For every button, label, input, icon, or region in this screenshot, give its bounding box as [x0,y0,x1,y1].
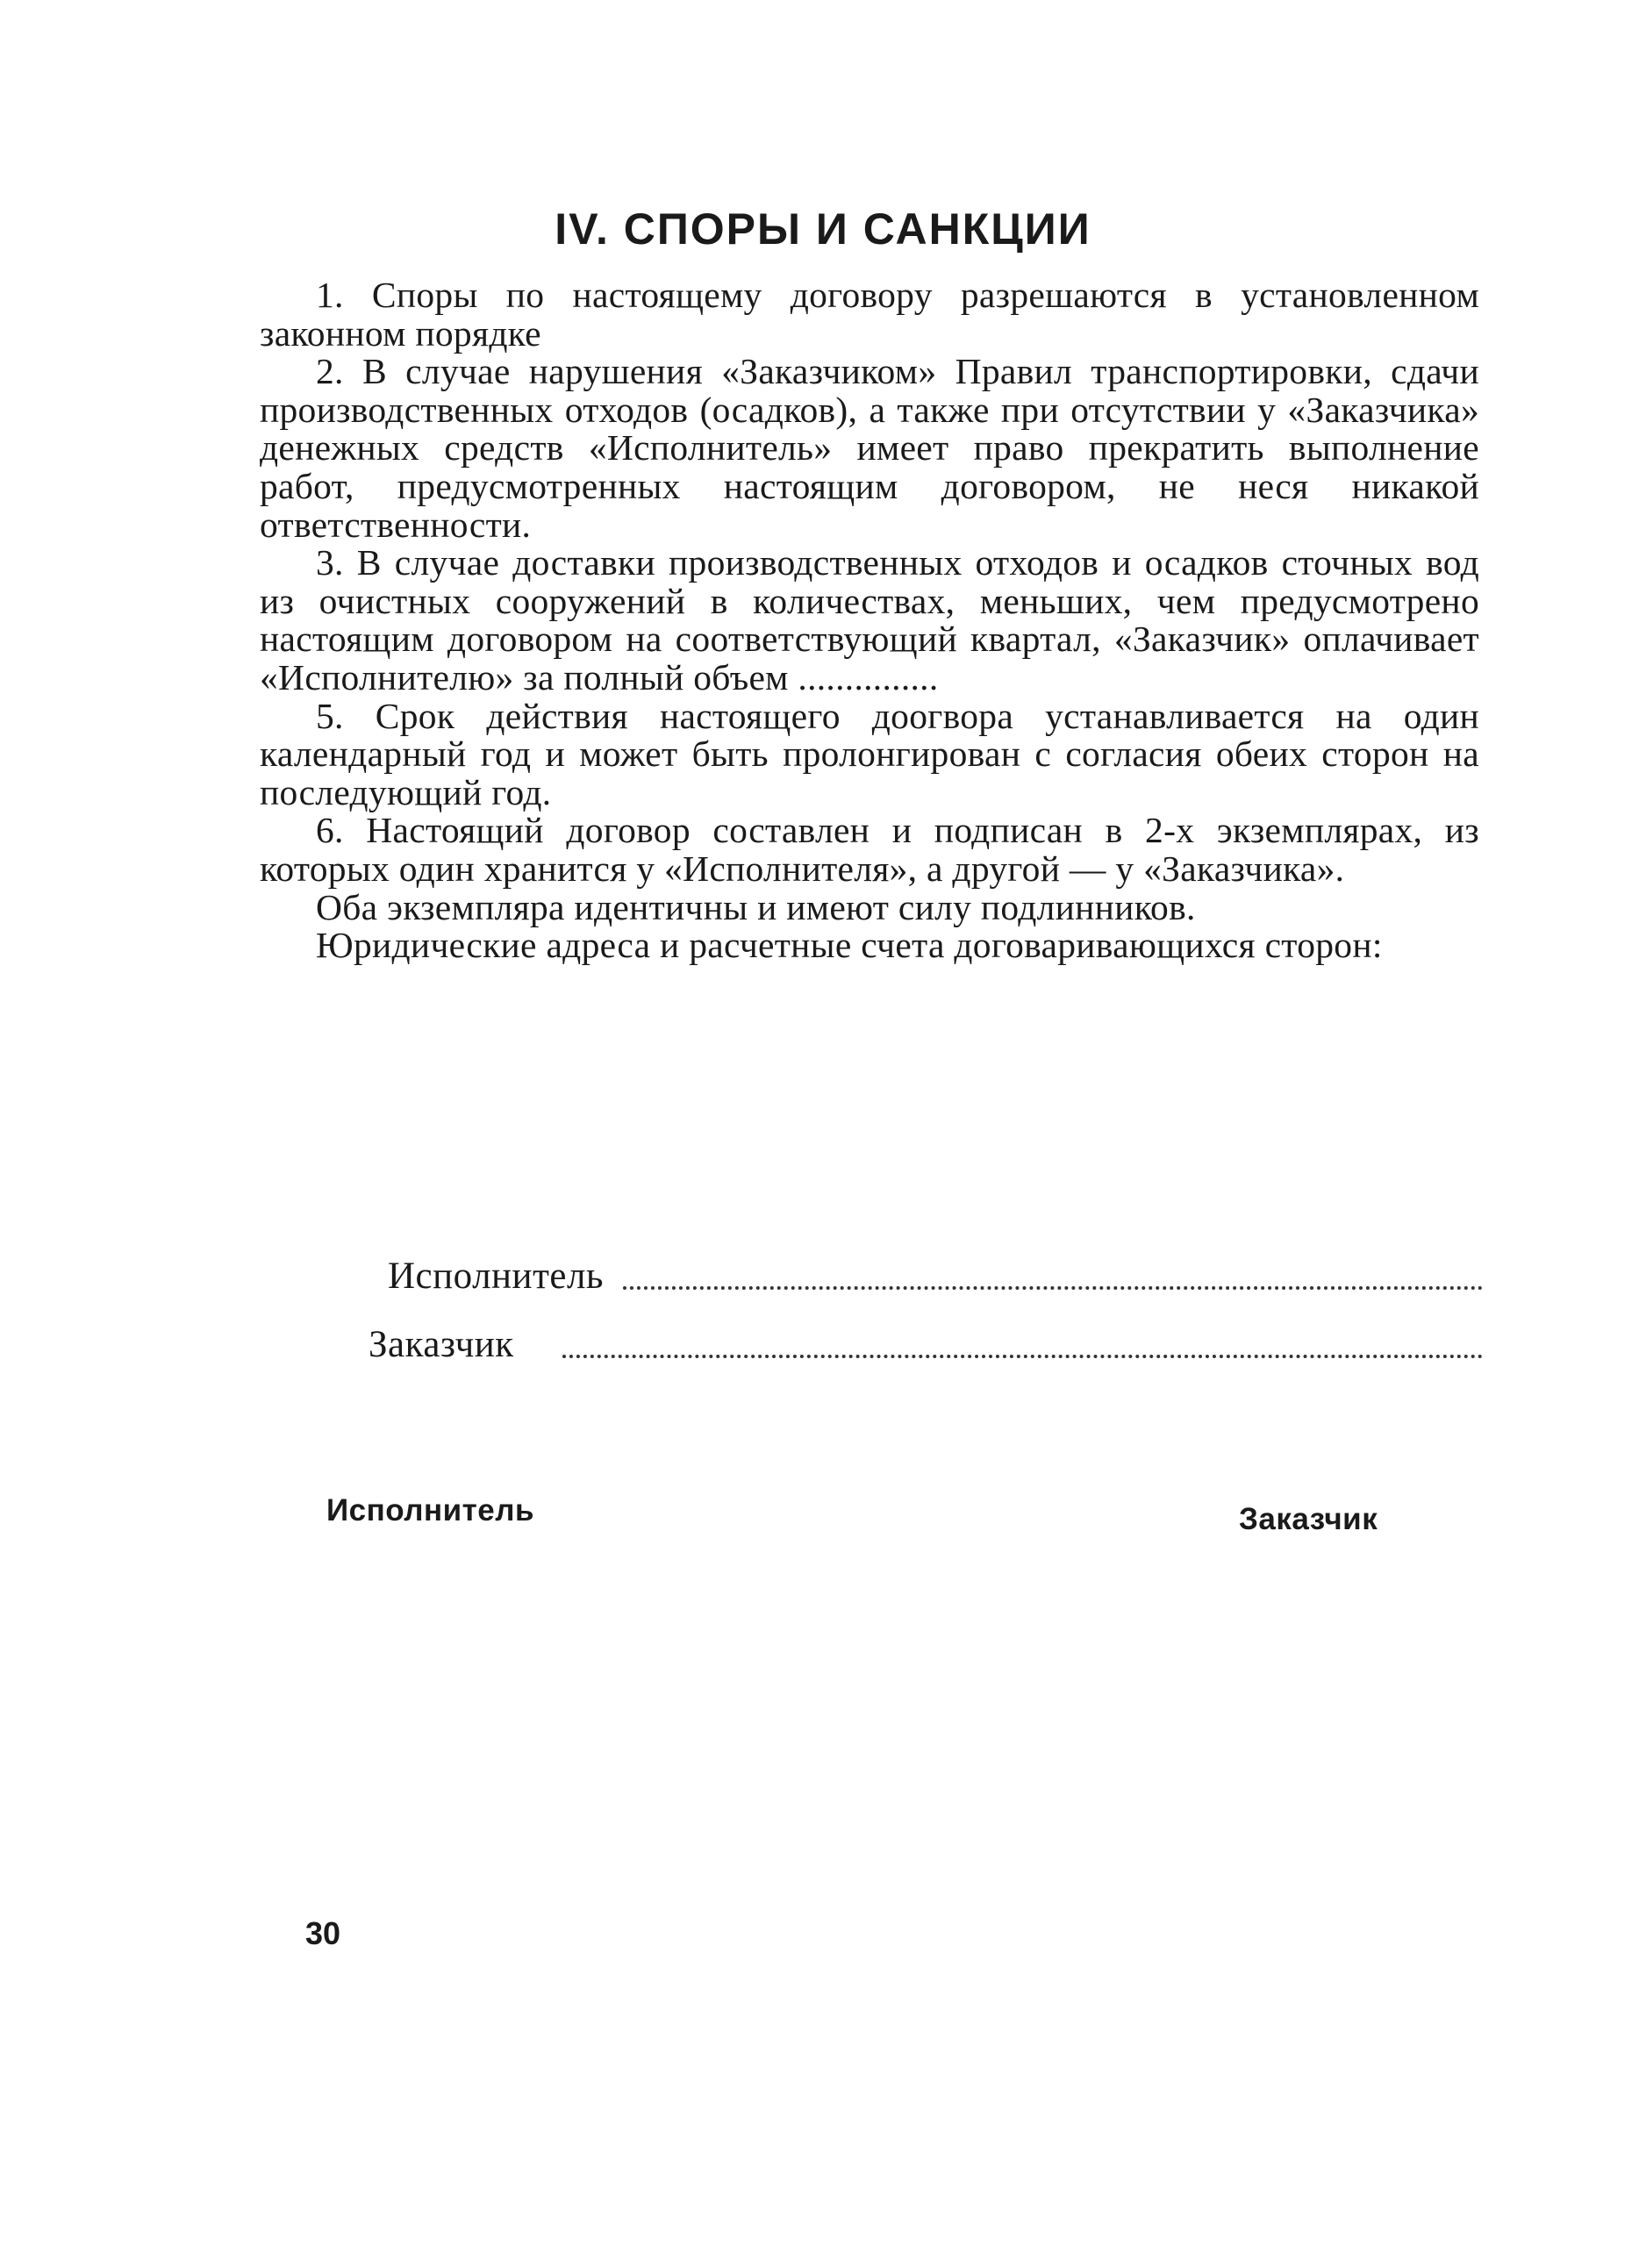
page-number: 30 [305,1915,341,1951]
customer-signature-line [562,1346,1483,1358]
customer-signature-row [369,1314,1483,1367]
customer-signature-label: Заказчик [369,1324,514,1365]
paragraph-term: 5. Срок действия настоящего доогвора устанавливается на один календарный год и может быть пролонгирован с согласия обеих сторон на последующий год. [260,695,1479,812]
footer-customer-label: Заказчик [1239,1502,1378,1536]
paragraph-identical: Оба экземпляра идентичны и имеют силу подлинников. [316,886,1196,927]
executor-signature-label: Исполнитель [388,1256,605,1297]
paragraph-violation: 2. В случае нарушения «Заказчиком» Правил транспортировки, сдачи производственных отходов (осадков), а также при отсутствии у «Заказчика» денежных средств «Исполнитель» имеет право прекратить выполнение работ, предусмотренных настоящим договором, не неся никакой ответственности. [260,351,1479,545]
footer-executor-label: Исполнитель [326,1493,535,1528]
executor-signature-row [388,1246,1483,1299]
paragraph-copies: 6. Настоящий договор составлен и подписан в 2-х экземплярах, из которых один хранится у «Исполнителя», а другой — у «Заказчика». [260,810,1479,889]
paragraph-addresses: Юридические адреса и расчетные счета договаривающихся сторон: [316,925,1383,966]
section-title: IV. СПОРЫ И САНКЦИИ [555,204,1091,254]
executor-signature-line [623,1277,1483,1290]
paragraph-disputes: 1. Споры по настоящему договору разрешаются в установленном законном порядке [260,275,1479,354]
contract-body [260,276,1479,965]
paragraph-delivery: 3. В случае доставки производственных отходов и осадков сточных вод из очистных сооружений в количествах, меньших, чем предусмотрено настоящим договором на соответствующий квартал, «Заказчик» оплачивает «Исполнителю» за полный объем ............... [260,542,1479,698]
